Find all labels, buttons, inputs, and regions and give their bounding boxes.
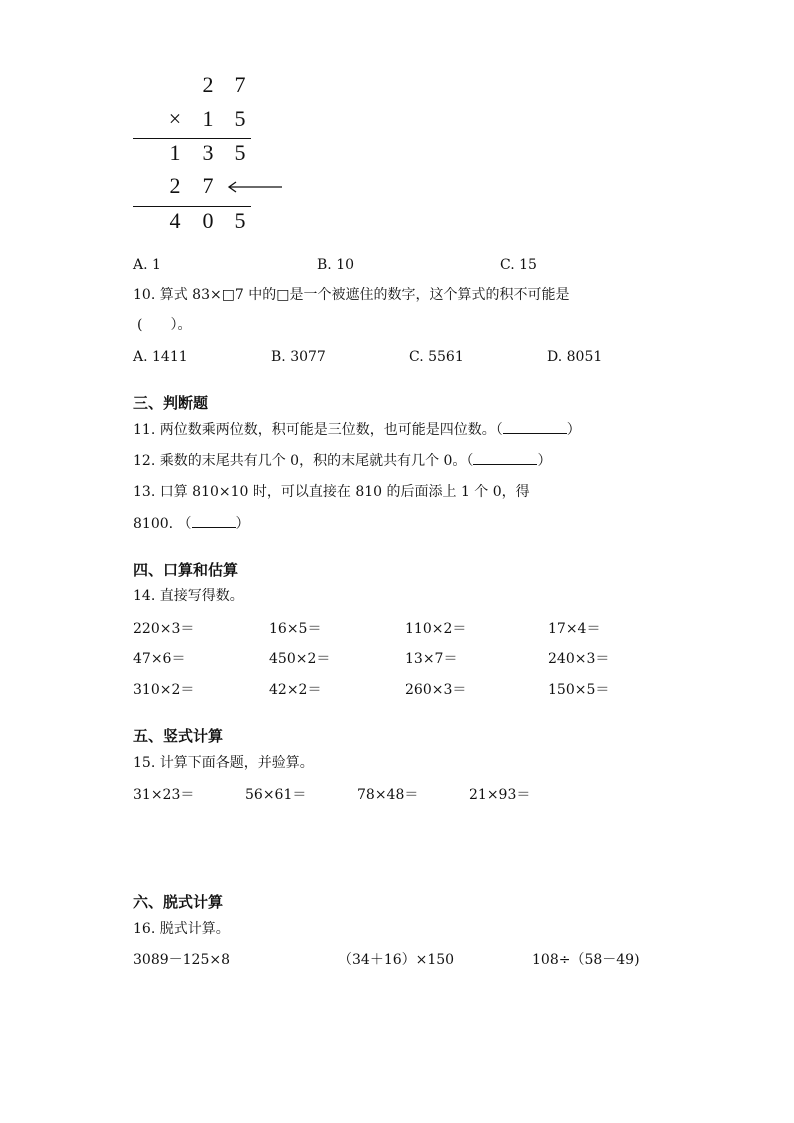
q10-text-cont: ( ）。	[137, 317, 192, 333]
oral-calc-item: 47×6＝	[133, 651, 186, 667]
oral-calc-item: 310×2＝	[133, 682, 195, 698]
arrow-left-icon	[226, 180, 284, 194]
q9-option-b: B. 10	[317, 257, 355, 273]
q13-text-cont: 8100. （ ）	[133, 516, 250, 532]
stepwise-calc-item: 108÷（58－49)	[532, 952, 640, 968]
calc-times-sign: ×	[168, 106, 182, 131]
oral-calc-item: 16×5＝	[269, 621, 322, 637]
stepwise-calc-item: 3089－125×8	[133, 952, 230, 968]
oral-calc-item: 17×4＝	[548, 621, 601, 637]
oral-calc-item: 110×2＝	[405, 621, 467, 637]
q10-option-c: C. 5561	[409, 349, 464, 365]
calc-digit: 5	[234, 140, 246, 165]
q10-option-d: D. 8051	[547, 349, 603, 365]
answer-blank[interactable]	[192, 515, 236, 528]
oral-calc-item: 42×2＝	[269, 682, 322, 698]
vertical-calc-item: 21×93＝	[469, 787, 531, 803]
calc-digit: 3	[202, 140, 214, 165]
vertical-calc-item: 56×61＝	[245, 787, 307, 803]
q12-text: 12. 乘数的末尾共有几个 0，积的末尾就共有几个 0。（ ）	[133, 453, 552, 469]
calc-digit: 5	[234, 208, 246, 233]
calc-digit: 1	[202, 106, 214, 131]
answer-blank[interactable]	[503, 421, 567, 434]
stepwise-calc-item: （34＋16）×150	[338, 952, 455, 968]
q9-option-a: A. 1	[133, 257, 161, 273]
calc-rule	[133, 138, 251, 139]
q10-option-b: B. 3077	[271, 349, 326, 365]
answer-blank[interactable]	[473, 452, 537, 465]
section-heading: 三、判断题	[133, 394, 209, 412]
calc-digit: 2	[169, 173, 181, 198]
q15-text: 15. 计算下面各题，并验算。	[133, 755, 314, 771]
q9-option-c: C. 15	[500, 257, 537, 273]
oral-calc-item: 150×5＝	[548, 682, 610, 698]
section-heading: 四、口算和估算	[133, 561, 239, 579]
calc-digit: 2	[202, 72, 214, 97]
oral-calc-item: 260×3＝	[405, 682, 467, 698]
calc-digit: 4	[169, 208, 181, 233]
q13-text: 13. 口算 810×10 时，可以直接在 810 的后面添上 1 个 0，得	[133, 484, 530, 500]
oral-calc-item: 240×3＝	[548, 651, 610, 667]
section-heading: 六、脱式计算	[133, 893, 224, 911]
vertical-calc-item: 78×48＝	[357, 787, 419, 803]
oral-calc-item: 220×3＝	[133, 621, 195, 637]
q14-text: 14. 直接写得数。	[133, 588, 244, 604]
oral-calc-item: 450×2＝	[269, 651, 331, 667]
calc-digit: 0	[202, 208, 214, 233]
section-heading: 五、竖式计算	[133, 727, 224, 745]
calc-digit: 1	[169, 140, 181, 165]
q16-text: 16. 脱式计算。	[133, 921, 230, 937]
vertical-calc-item: 31×23＝	[133, 787, 195, 803]
calc-digit: 5	[234, 106, 246, 131]
oral-calc-item: 13×7＝	[405, 651, 458, 667]
calc-digit: 7	[234, 72, 246, 97]
calc-digit: 7	[202, 173, 214, 198]
calc-rule	[133, 206, 251, 207]
q10-option-a: A. 1411	[133, 349, 188, 365]
q10-text: 10. 算式 83×□7 中的□是一个被遮住的数字，这个算式的积不可能是	[133, 287, 570, 303]
q11-text: 11. 两位数乘两位数，积可能是三位数，也可能是四位数。（ ）	[133, 422, 581, 438]
